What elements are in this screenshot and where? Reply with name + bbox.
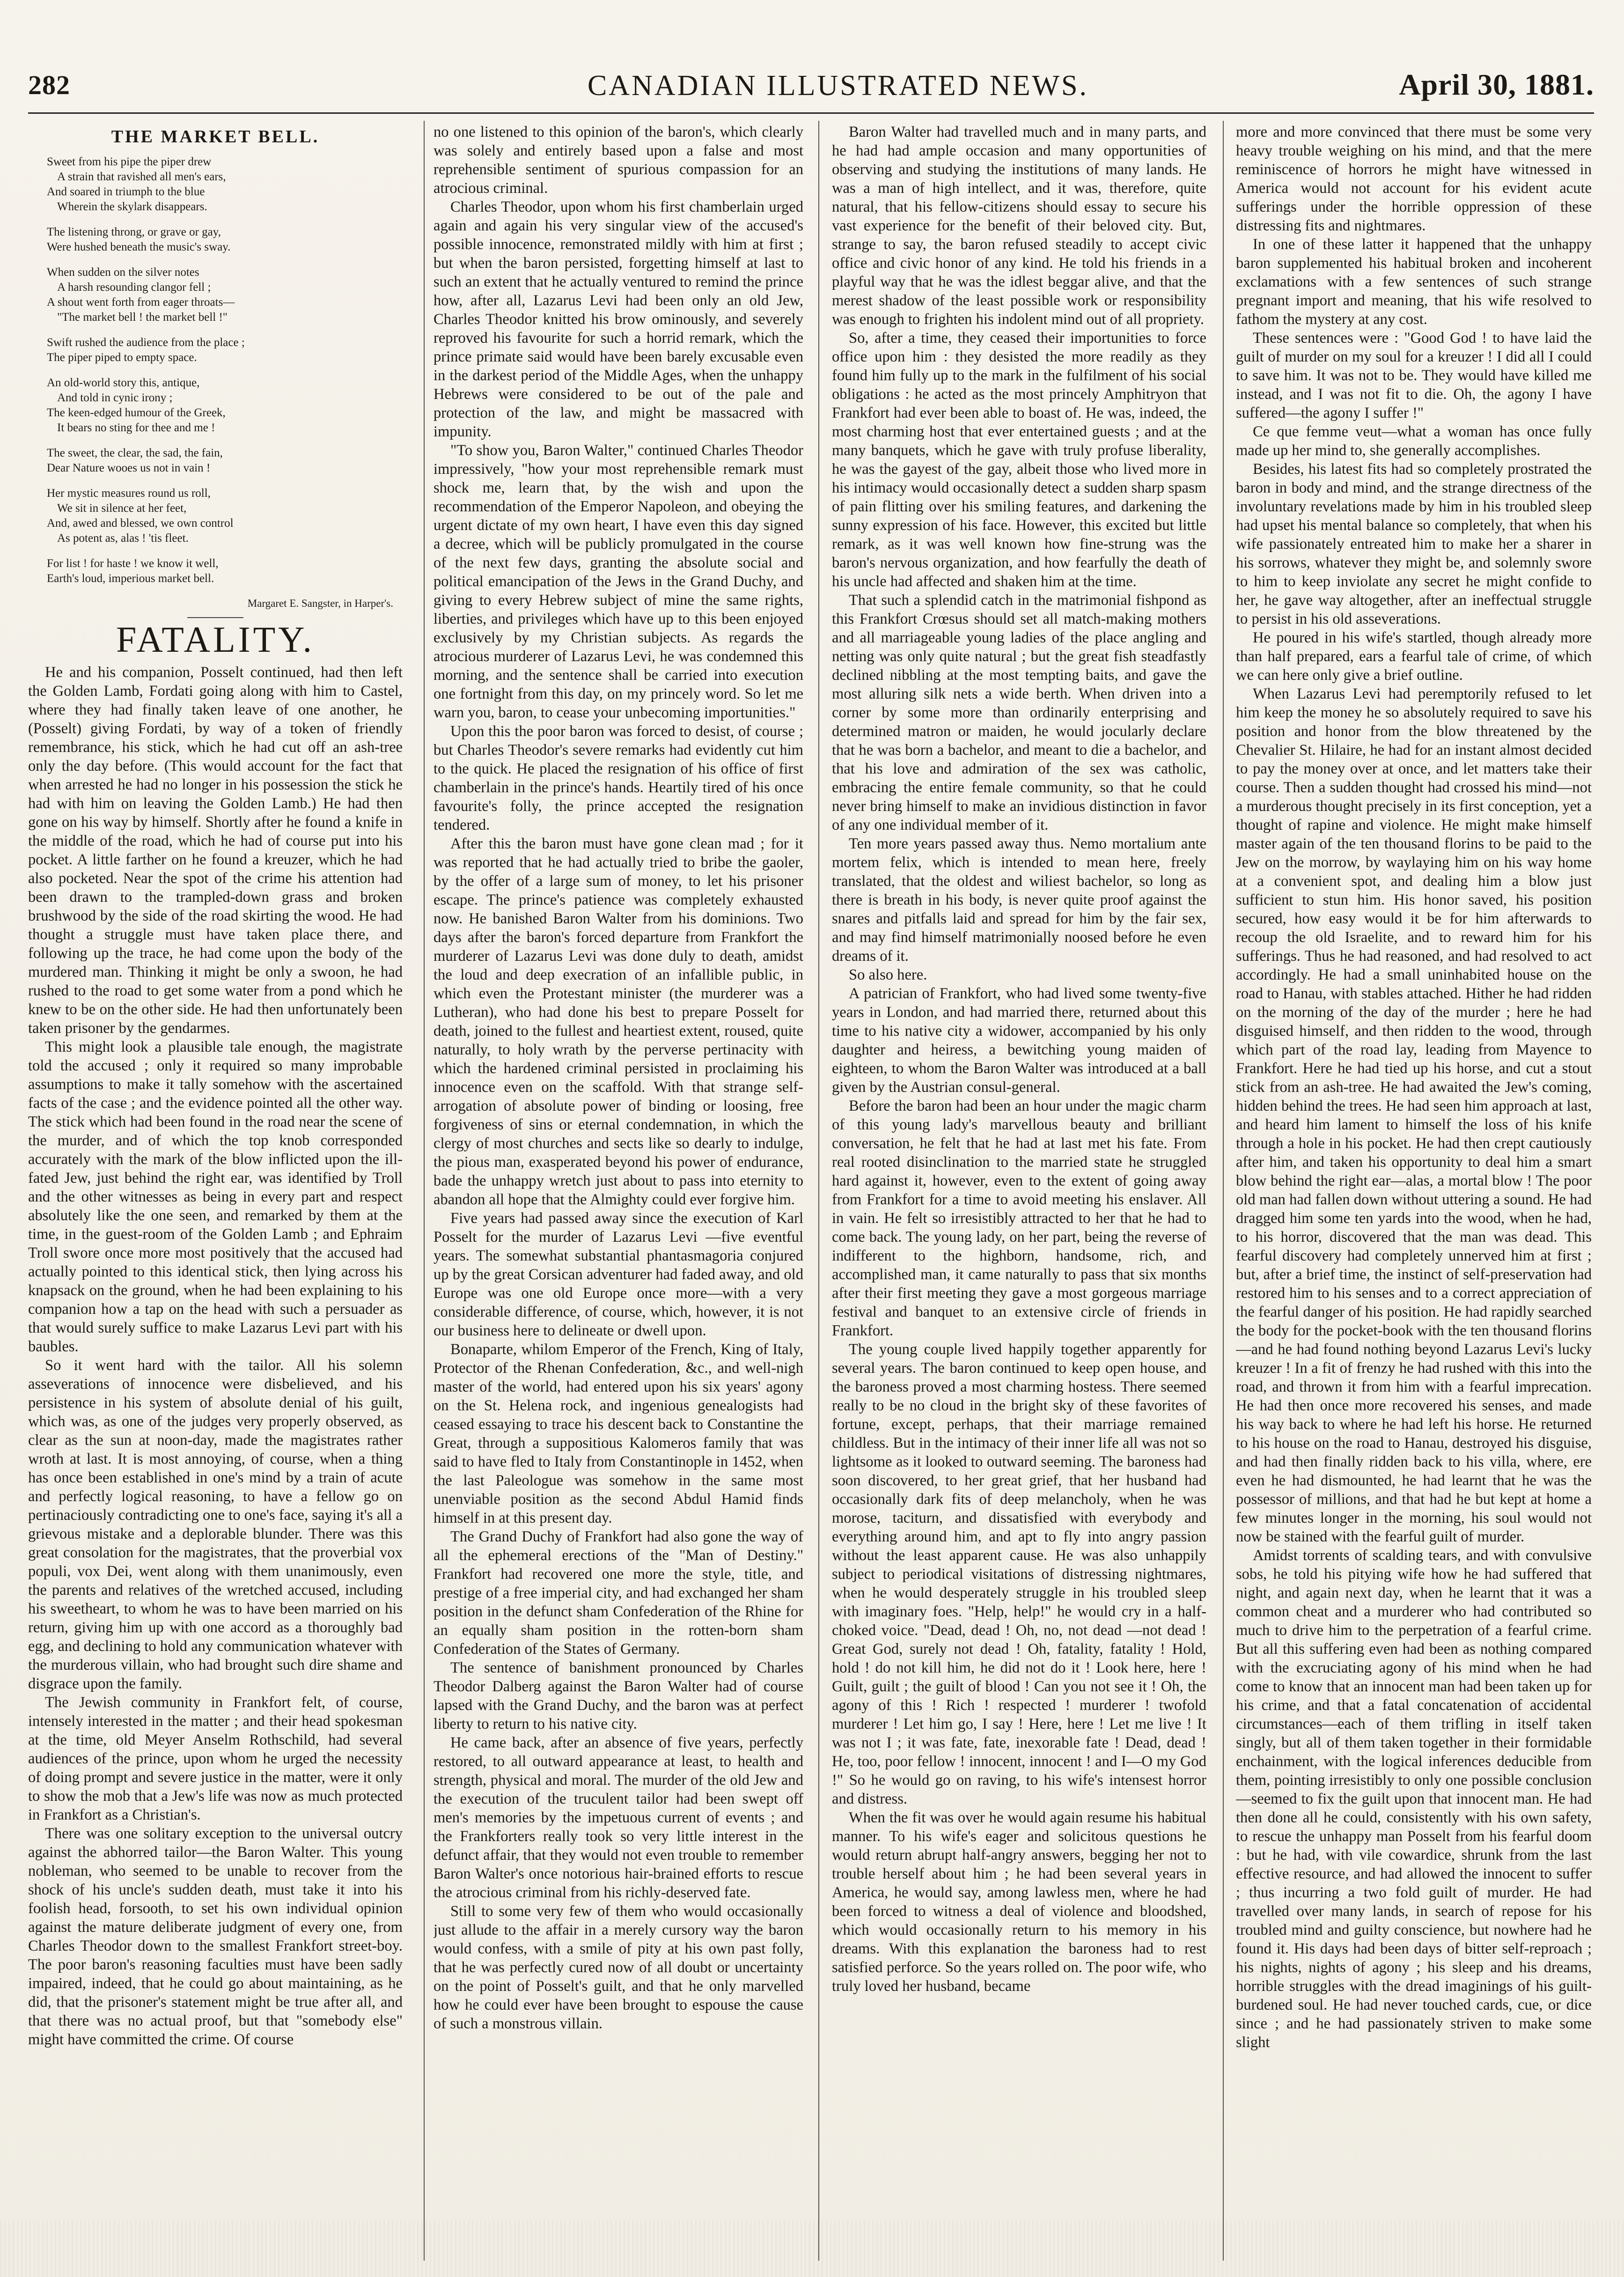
paragraph: Ten more years passed away thus. Nemo mortalium ante mortem felix, which is intended to mean here, freely translated, that the oldest and wiliest bachelor, so long as there is breath in his body, is never quite proof against the snares and pitfalls laid and spread for him by the fair sex, and may find himself matrimonially noosed before he even dreams of it. <box>832 835 1206 965</box>
poem-stanza <box>47 335 403 365</box>
poem-line: The piper piped to empty space. <box>47 351 197 364</box>
paragraph: Five years had passed away since the execution of Karl Posselt for the murder of Lazarus Levi —five eventful years. The somewhat substantial phantasmagoria conjured up by the great Corsican adventurer had faded away, and old Europe was one old Europe once more—with a very considerable difference, of course, which, however, it is not our business here to delineate or dwell upon. <box>434 1210 803 1339</box>
article-text <box>434 123 803 2033</box>
paragraph: In one of these latter it happened that the unhappy baron supplemented his habitual broken and incoherent exclamations with a few sentences of such strange pregnant import and meaning, that his wife resolved to fathom the mystery at any cost. <box>1236 236 1592 328</box>
paragraph: Besides, his latest fits had so completely prostrated the baron in body and mind, and the strange directness of the involuntary revelations made by him in his troubled sleep had upset his mental balance so completely, that when his wife passionately entreated him to make her a sharer in his sorrows, whatever they might be, and solemnly swore to him to keep inviolate any secret he might confide to her, he gave way altogether, after an ineffectual struggle to persist in his old asseverations. <box>1236 461 1592 627</box>
paragraph: Before the baron had been an hour under the magic charm of this young lady's marvellous beauty and brilliant conversation, he felt that he had at last met his fate. From real rooted disinclination to the married state he struggled hard against it, however, even to the extent of going away from Frankfort for a time to avoid meeting his enslaver. All in vain. He felt so irresistibly attracted to her that he had to come back. The young lady, on her part, being the reverse of indifferent to the highborn, handsome, rich, and accomplished man, it came naturally to pass that six months after their first meeting they gave a most gorgeous marriage festival and banquet to an extensive circle of friends in Frankfort. <box>832 1098 1206 1339</box>
paragraph: After this the baron must have gone clean mad ; for it was reported that he had actually tried to bribe the gaoler, by the offer of a large sum of money, to let his prisoner escape. The prince's patience was completely exhausted now. He banished Baron Walter from his dominions. Two days after the baron's forced departure from Frankfort the murderer of Lazarus Levi was done duly to death, amidst the loud and deep execration of an infallible public, in which even the Protestant minister (the murderer was a Lutheran), who had done his best to prepare Posselt for death, joined to the fullest and heartiest extent, roused, quite naturally, to holy wrath by the perverse pertinacity with which the hardened criminal persisted in proclaiming his innocence even on the scaffold. With that strange self-arrogation of absolute power of binding or loosing, free forgiveness of sins or eternal condemnation, in which the clergy of most churches and sects like so dearly to indulge, the pious man, exasperated beyond his power of endurance, bade the unhappy wretch just about to pass into eternity to abandon all hope that the Almighty could ever forgive him. <box>434 835 803 1208</box>
newspaper-title: CANADIAN ILLUSTRATED NEWS. <box>587 70 1089 102</box>
poem-credit: Margaret E. Sangster, in Harper's. <box>247 597 393 609</box>
column-1 <box>28 123 403 2258</box>
poem-line: Sweet from his pipe the piper drew <box>47 155 212 168</box>
column-divider <box>424 121 425 2261</box>
poem-line: The listening throng, or grave or gay, <box>47 226 221 238</box>
poem-stanza <box>47 265 403 325</box>
column-4 <box>1236 123 1592 2258</box>
poem-line: For list ! for haste ! we know it well, <box>47 557 219 570</box>
poem-line: As potent as, alas ! 'tis fleet. <box>57 532 189 545</box>
poem-line: Earth's loud, imperious market bell. <box>47 572 214 585</box>
paragraph: He came back, after an absence of five years, perfectly restored, to all outward appearance at least, to health and strength, physical and moral. The murder of the old Jew and the execution of the truculent tailor had been swept off men's memories by the impetuous current of events ; and the Frankforters really took so very little interest in the defunct affair, that they would not even trouble to remember Baron Walter's once notorious hair-brained efforts to rescue the atrocious criminal from his richly-deserved fate. <box>434 1734 803 1901</box>
paragraph: The sentence of banishment pronounced by Charles Theodor Dalberg against the Baron Walter had of course lapsed with the Grand Duchy, and the baron was at perfect liberty to return to his native city. <box>434 1659 803 1732</box>
article-text <box>832 123 1206 1996</box>
poem-line: A strain that ravished all men's ears, <box>57 170 226 183</box>
paragraph: "To show you, Baron Walter," continued Charles Theodor impressively, "how your most reprehensible remark must shock me, learn that, by the wish and upon the recommendation of the Emperor Napoleon, and obeying the urgent dictate of my own heart, I have even this day signed a decree, which will be publicly promulgated in the course of the next few days, granting the absolute social and political emancipation of the Jews in the Grand Duchy, and giving to every Hebrew subject of mine the same rights, liberties, and privileges which have up to this been enjoyed exclusively by my Christian subjects. As regards the atrocious murderer of Lazarus Levi, he was condemned this morning, and the sentence shall be carried into execution one fortnight from this day, on my princely word. So let me warn you, baron, to cease your unbecoming importunities." <box>434 442 803 721</box>
masthead <box>28 61 1594 112</box>
poem-line: Wherein the skylark disappears. <box>57 200 207 213</box>
poem-line: "The market bell ! the market bell !" <box>57 311 228 324</box>
poem-line: A shout went forth from eager throats— <box>47 296 235 309</box>
poem-body <box>28 155 403 586</box>
section-divider <box>187 617 243 618</box>
paragraph: So, after a time, they ceased their importunities to force office upon him : they desisted the more readily as they found him fully up to the mark in the fulfilment of his social obligations : he acted as the most princely Amphitryon that Frankfort had ever been able to boast of. He was, indeed, the most charming host that ever entertained guests ; and at the many banquets, which he gave with truly profuse liberality, he was the gayest of the gay, albeit those who lived more in his intimacy would occasionally detect a sudden sharp spasm of pain flitting over his smiling features, and darkening the sunny expression of his face. However, this excited but little remark, as it was well known how fine-strung was the baron's nervous organization, and how fearfully the death of his uncle had affected and shaken him at the time. <box>832 330 1206 590</box>
paragraph: There was one solitary exception to the universal outcry against the abhorred tailor—the Baron Walter. This young nobleman, who seemed to be unable to recover from the shock of his uncle's sudden death, must take it into his foolish head, forsooth, to set his own individual opinion against the mature deliberate judgment of every one, from Charles Theodor down to the smallest Frankfort street-boy. The poor baron's reasoning faculties must have been sadly impaired, indeed, that he could go about maintaining, as he did, that the prisoner's statement might be true after all, and that there was no actual proof, but that "somebody else" might have committed the crime. Of course <box>28 1825 403 2048</box>
paragraph: Charles Theodor, upon whom his first chamberlain urged again and again his very singular view of the accused's possible innocence, remonstrated mildly with him at first ; but when the baron persisted, forgetting himself at last to such an extent that he actually ventured to remind the prince how, after all, Lazarus Levi had been only an old Jew, Charles Theodor knitted his brow ominously, and severely reproved his favourite for such a horrid remark, which the prince primate said would have been barely excusable even in the darkest period of the Middle Ages, when the unhappy Hebrews were considered to be out of the pale and protection of the law, and might be massacred with impunity. <box>434 199 803 440</box>
paragraph: more and more convinced that there must be some very heavy trouble weighing on his mind, and that the mere reminiscence of horrors he might have witnessed in America would not account for his evident acute sufferings under the horrible oppression of these distressing fits and nightmares. <box>1236 124 1592 234</box>
paragraph: When Lazarus Levi had peremptorily refused to let him keep the money he so absolutely required to save his position and honor from the blow threatened by the Chevalier St. Hilaire, he had for an instant almost decided to pay the money over at once, and let matters take their course. Then a sudden thought had crossed his mind—not a murderous thought precisely in its first conception, yet a thought of rapine and violence. He might make himself master again of the ten thousand florins to be paid to the Jew on the morrow, by waylaying him on his way home at a convenient spot, and dealing him a blow just sufficient to stun him. His honor saved, his position secured, how easy would it be for him afterwards to recoup the old Israelite, and to reward him for his sufferings. Thus he had reasoned, and had resolved to act accordingly. He had a small uninhabited house on the road to Hanau, with stables attached. Hither he had ridden on the morning of the day of the murder ; here he had disguised himself, and then ridden to the wood, through which part of the road lay, leading from Mayence to Frankfort. Here he had tied up his horse, and cut a stout stick from an ash-tree. He had awaited the Jew's coming, hidden behind the trees. He had seen him approach at last, and heard him lament to himself the loss of his knife through a hole in his pocket. He had then crept cautiously after him, and taken his opportunity to deal him a smart blow behind the right ear—alas, a mortal blow ! The poor old man had fallen down without uttering a sound. He had dragged him some ten yards into the wood, when he had, to his horror, discovered that the man was dead. This fearful discovery had completely unnerved him at first ; but, after a brief time, the instinct of self-preservation had restored him to his senses and to a correct appreciation of the fearful danger of his position. He had rapidly searched the body for the pocket-book with the ten thousand florins—and he had found nothing beyond Lazarus Levi's lucky kreuzer ! In a fit of frenzy he had rushed with this into the road, and thrown it from him with a fearful imprecation. He had then once more recovered his senses, and made his way back to where he had left his horse. He returned to his house on the road to Hanau, destroyed his disguise, and had then finally ridden back to his villa, where, ere even he had dismounted, he had learnt that he was the possessor of millions, and that had he but kept at home a few minutes longer in the morning, his soul would not now be stained with the fearful guilt of murder. <box>1236 685 1592 1545</box>
paragraph: He and his companion, Posselt continued, had then left the Golden Lamb, Fordati going along with him to Castel, where they had finally taken leave of one another, he (Posselt) giving Fordati, by way of a token of friendly remembrance, his stick, which he had cut off an ash-tree only the day before. (This would account for the fact that when arrested he had no longer in his possession the stick he had with him on leaving the Golden Lamb.) He had then gone on his way by himself. Shortly after he found a knife in the middle of the road, which he had of course put into his pocket. A little farther on he found a kreuzer, which he had also pocketed. Near the spot of the crime his attention had been drawn to the trampled-down grass and broken brushwood by the side of the road skirting the wood. He had thought a struggle must have taken place there, and following up the trace, he had come upon the body of the murdered man. Thinking it might be only a swoon, he had rushed to the road to get some water from a pond which he knew to be on the other side. He had then unfortunately been taken prisoner by the gendarmes. <box>28 664 403 1037</box>
poem-stanza <box>47 155 403 214</box>
paragraph: So also here. <box>849 966 927 983</box>
paragraph: So it went hard with the tailor. All his solemn asseverations of innocence were disbelieved, and his persistence in his system of absolute denial of his guilt, which was, as one of the judges very properly observed, as clear as the sun at noon-day, made the magistrates rather wroth at last. It is most annoying, of course, when a thing has once been established in one's mind by a train of acute and perfectly logical reasoning, to have a fellow go on pertinaciously contradicting one to one's face, saying it's all a grievous mistake and a deplorable blunder. There was this great consolation for the magistrates, that the proverbial vox populi, vox Dei, went along with them unanimously, even the parents and relatives of the wretched accused, including his sweetheart, to whom he was to have been married on his return, giving him up with one accord as a thoroughly bad egg, and declining to hold any communication whatever with the murderous villain, who had brought such dire shame and disgrace upon the family. <box>28 1357 403 1692</box>
poem-stanza <box>47 376 403 435</box>
paragraph: Still to some very few of them who would occasionally just allude to the affair in a merely cursory way the baron would confess, with a smile of pity at his own past folly, that he was perfectly cured now of all doubt or uncertainty on the point of Posselt's guilt, and that he only marvelled how he could ever have been brought to espouse the cause of such a monstrous villain. <box>434 1903 803 2032</box>
column-3 <box>832 123 1206 2258</box>
paragraph: The Jewish community in Frankfort felt, of course, intensely interested in the matter ; and their head spokesman at the time, old Meyer Anselm Rothschild, had several audiences of the prince, upon whom he urged the necessity of doing prompt and severe justice in the matter, were it only to show the mob that a Jew's life was now as much protected in Frankfort as a Christian's. <box>28 1694 403 1823</box>
article-title: FATALITY. <box>116 619 315 660</box>
header-rule <box>28 112 1594 114</box>
poem-line: Dear Nature wooes us not in vain ! <box>47 462 211 474</box>
paragraph: When the fit was over he would again resume his habitual manner. To his wife's eager and solicitous questions he would return abrupt half-angry answers, begging her not to trouble herself about him ; he had been several years in America, he would say, among lawless men, where he had been forced to witness a deal of violence and bloodshed, which would occasionally return to his memory in his dreams. With this explanation the baroness had to rest satisfied perforce. So the years rolled on. The poor wife, who truly loved her husband, became <box>832 1809 1206 1995</box>
paragraph: no one listened to this opinion of the baron's, which clearly was solely and entirely based upon a false and most reprehensible sentiment of spurious compassion for an atrocious criminal. <box>434 124 803 197</box>
poem-line: The keen-edged humour of the Greek, <box>47 406 226 419</box>
paragraph: Amidst torrents of scalding tears, and with convulsive sobs, he told his pitying wife how he had suffered that night, and again next day, when he learnt that it was a common cheat and a murderer who had contributed so much to drive him to the perpetration of a fearful crime. But all this suffering even had been as nothing compared with the excruciating agony of his mind when he had come to know that an innocent man had been taken up for his crime, and that a fatal concatenation of accidental circumstances—each of them trifling in itself taken singly, but all of them taken together in their formidable enchainment, with the logical inferences deducible from them, pointing irresistibly to only one possible conclusion—seemed to fix the guilt upon that innocent man. He had then done all he could, consistently with his own safety, to rescue the unhappy man Posselt from his fearful doom : but he had, with vile cowardice, shrunk from the last effective resource, and had allowed the innocent to suffer ; thus incurring a two fold guilt of murder. He had travelled over many lands, in search of repose for his troubled mind and guilty conscience, but nowhere had he found it. His days had been days of bitter self-reproach ; his nights, nights of agony ; his sleep and his dreams, horrible struggles with the dread imaginings of his guilt-burdened soul. He had never touched cards, cue, or dice since ; and he had passionately striven to make some slight <box>1236 1547 1592 2051</box>
paragraph: A patrician of Frankfort, who had lived some twenty-five years in London, and had married there, returned about this time to his native city a widower, accompanied by his only daughter and heiress, a bewitching young maiden of eighteen, to whom the Baron Walter was introduced at a ball given by the Austrian consul-general. <box>832 985 1206 1096</box>
paragraph: Ce que femme veut—what a woman has once fully made up her mind to, she generally accomplishes. <box>1236 423 1592 459</box>
column-divider <box>1223 121 1224 2261</box>
poem-line: A harsh resounding clangor fell ; <box>57 281 211 294</box>
paragraph: That such a splendid catch in the matrimonial fishpond as this Frankfort Crœsus should set all match-making mothers and all marriageable young ladies of the place angling and netting was only quite natural ; but the great fish steadfastly declined nibbling at the most tempting baits, and gave the most alluring silk nets a wide berth. When driven into a corner by some more than ordinarily enterprising and determined matron or maiden, he would jocularly declare that he was born a bachelor, and meant to die a bachelor, and that his love and admiration of the sex was catholic, embracing the entire female community, so that he could never bring himself to make an invidious distinction in favor of any one individual member of it. <box>832 592 1206 833</box>
poem-stanza <box>47 556 403 586</box>
column-2 <box>434 123 803 2258</box>
paragraph: Baron Walter had travelled much and in many parts, and he had had ample occasion and many opportunities of observing and studying the institutions of many lands. He was a man of high intellect, and it was, therefore, quite natural, that his fellow-citizens should essay to secure his vast experience for the benefit of their beloved city. But, strange to say, the baron refused steadily to accept civic office and civic honor of any kind. He told his friends in a playful way that he was the idlest beggar alive, and that the merest shadow of the least possible work or responsibility was enough to frighten his indolent mind out of all propriety. <box>832 124 1206 328</box>
poem-line: An old-world story this, antique, <box>47 376 200 389</box>
page-number: 282 <box>28 70 70 100</box>
poem-line: Her mystic measures round us roll, <box>47 487 211 500</box>
paragraph: This might look a plausible tale enough, the magistrate told the accused ; only it required so many improbable assumptions to make it tally somehow with the ascertained facts of the case ; and the evidence pointed all the other way. The stick which had been found in the road near the scene of the murder, and of which the top knob corresponded accurately with the mark of the blow inflicted upon the ill-fated Jew, just behind the right ear, was identified by Troll and the other witnesses as being in every part and respect absolutely like the one seen, and remarked by them at the time, in the guest-room of the Golden Lamb ; and Ephraim Troll swore once more most positively that the accused had actually pointed to this identical stick, then lying across his knapsack on the ground, when he had been explaining to his companion how a tap on the head with such a persuader as that would surely suffice to make Lazarus Levi part with his baubles. <box>28 1039 403 1355</box>
paragraph: Upon this the poor baron was forced to desist, of course ; but Charles Theodor's severe remarks had evidently cut him to the quick. He placed the resignation of his office of first chamberlain in the prince's hands. Heartily tired of his once favourite's folly, the prince accepted the resignation tendered. <box>434 723 803 833</box>
poem-line: When sudden on the silver notes <box>47 266 199 279</box>
paragraph: Bonaparte, whilom Emperor of the French, King of Italy, Protector of the Rhenan Confederation, &c., and well-nigh master of the world, had entered upon his six years' agony on the St. Helena rock, and ingenious genealogists had ceased essaying to trace his descent back to Constantine the Great, through a suppositious Kalomeros family that was said to have fled to Italy from Constantinople in 1452, when the last Paleologue was somehow in the same most unenviable position as the second Abdul Hamid finds himself in at this present day. <box>434 1341 803 1526</box>
column-divider <box>818 121 819 2261</box>
article-text <box>28 663 403 2049</box>
poem-stanza <box>47 446 403 476</box>
poem-line: We sit in silence at her feet, <box>57 502 187 515</box>
article-text <box>1236 123 1592 2052</box>
poem-line: Were hushed beneath the music's sway. <box>47 241 231 253</box>
poem-line: Swift rushed the audience from the place ; <box>47 336 245 349</box>
poem-line: And soared in triumph to the blue <box>47 185 205 198</box>
poem-stanza <box>47 225 403 255</box>
poem-stanza <box>47 486 403 546</box>
poem-line: And, awed and blessed, we own control <box>47 517 234 530</box>
poem-line: It bears no sting for thee and me ! <box>57 421 215 434</box>
paragraph: He poured in his wife's startled, though already more than half prepared, ears a fearful tale of crime, of which we can here only give a brief outline. <box>1236 629 1592 684</box>
issue-date: April 30, 1881. <box>1399 68 1594 101</box>
poem-line: And told in cynic irony ; <box>57 391 173 404</box>
paper-texture <box>0 2221 1624 2277</box>
poem-title: THE MARKET BELL. <box>111 127 320 147</box>
paragraph: These sentences were : "Good God ! to have laid the guilt of murder on my soul for a kreuzer ! I did all I could to save him. It was not to be. They would have killed me instead, and I was not fit to die. Oh, the agony I have suffered—the agony I suffer !" <box>1236 330 1592 421</box>
poem-line: The sweet, the clear, the sad, the fain, <box>47 447 223 459</box>
paragraph: The young couple lived happily together apparently for several years. The baron continued to keep open house, and the baroness proved a most charming hostess. There seemed really to be no cloud in the bright sky of these favorites of fortune, except, perhaps, that their marriage remained childless. But in the intimacy of their inner life all was not so lightsome as it looked to outward seeming. The baroness had soon discovered, to her great grief, that her husband had occasionally dark fits of deep melancholy, when he was morose, taciturn, and dissatisfied with everybody and everything around him, and apt to fly into angry passion without the least apparent cause. He was also unhappily subject to periodical visitations of distressing nightmares, when he would desperately struggle in his troubled sleep with imaginary foes. "Help, help!" he would cry in a half-choked voice. "Dead, dead ! Oh, no, not dead —not dead ! Great God, surely not dead ! Oh, fatality, fatality ! Hold, hold ! do not kill him, he did not do it ! Look here, here ! Guilt, guilt ; the guilt of blood ! Can you not see it ! Oh, the agony of this ! Rich ! respected ! murderer ! twofold murderer ! Let him go, I say ! Here, here ! Let me live ! It was not I ; it was fate, fate, inexorable fate ! Dead, dead ! He, too, poor fellow ! innocent, innocent ! and I—O my God !" So he would go on raving, to his wife's intensest horror and distress. <box>832 1341 1206 1807</box>
paragraph: The Grand Duchy of Frankfort had also gone the way of all the ephemeral erections of the "Man of Destiny." Frankfort had recovered one more the style, title, and prestige of a free imperial city, and had exchanged her sham position in the defunct sham Confederation of the Rhine for an equally sham position in the rotten-born sham Confederation of the States of Germany. <box>434 1528 803 1658</box>
